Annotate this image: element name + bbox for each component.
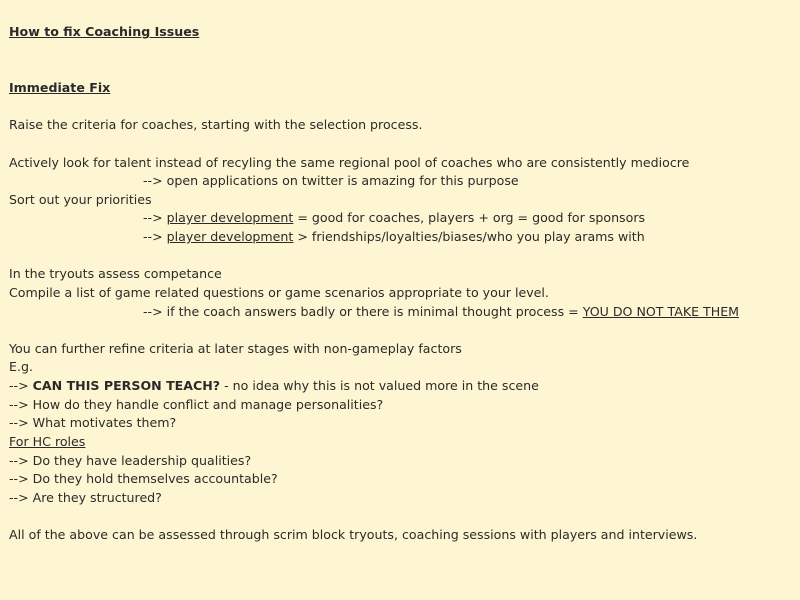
hc-question: --> Do they hold themselves accountable? [9, 471, 278, 486]
priority-rest: > friendships/loyalties/biases/who you play arams with [293, 229, 645, 244]
document-title: How to fix Coaching Issues [9, 24, 200, 39]
priority-prefix: --> [143, 210, 167, 225]
refine-text: You can further refine criteria at later stages with non-gameplay factors [9, 341, 462, 356]
hc-roles-heading: For HC roles [9, 434, 86, 449]
eg-label: E.g. [9, 359, 33, 374]
talent-arrow-note: --> open applications on twitter is amazing for this purpose [143, 173, 519, 188]
teach-bold: CAN THIS PERSON TEACH? [32, 378, 221, 393]
hc-question: --> Are they structured? [9, 490, 162, 505]
teach-prefix: --> [9, 378, 33, 393]
priority-item [143, 228, 645, 246]
tryouts-arrow-note [143, 303, 739, 321]
talent-text: Actively look for talent instead of recyling the same regional pool of coaches who are consistently mediocre [9, 155, 690, 170]
compile-text: Compile a list of game related questions or game scenarios appropriate to your level. [9, 285, 549, 300]
priority-prefix: --> [143, 229, 167, 244]
priority-item [143, 209, 645, 227]
document-body [9, 0, 789, 600]
tryouts-arrow-prefix: --> if the coach answers badly or there is minimal thought process = [143, 304, 583, 319]
priorities-text: Sort out your priorities [9, 192, 152, 207]
conclusion-text: All of the above can be assessed through scrim block tryouts, coaching sessions with players and interviews. [9, 527, 698, 542]
player-development-link: player development [166, 229, 294, 244]
teach-question [9, 377, 539, 395]
teach-rest: - no idea why this is not valued more in the scene [220, 378, 539, 393]
priority-rest: = good for coaches, players + org = good for sponsors [293, 210, 646, 225]
raise-criteria-text: Raise the criteria for coaches, starting with the selection process. [9, 117, 423, 132]
player-development-link: player development [166, 210, 294, 225]
refine-question: --> What motivates them? [9, 415, 177, 430]
hc-question: --> Do they have leadership qualities? [9, 453, 252, 468]
refine-question: --> How do they handle conflict and manage personalities? [9, 397, 384, 412]
immediate-fix-heading: Immediate Fix [9, 80, 111, 95]
tryouts-text: In the tryouts assess competance [9, 266, 222, 281]
tryouts-arrow-emphasis: YOU DO NOT TAKE THEM [582, 304, 740, 319]
